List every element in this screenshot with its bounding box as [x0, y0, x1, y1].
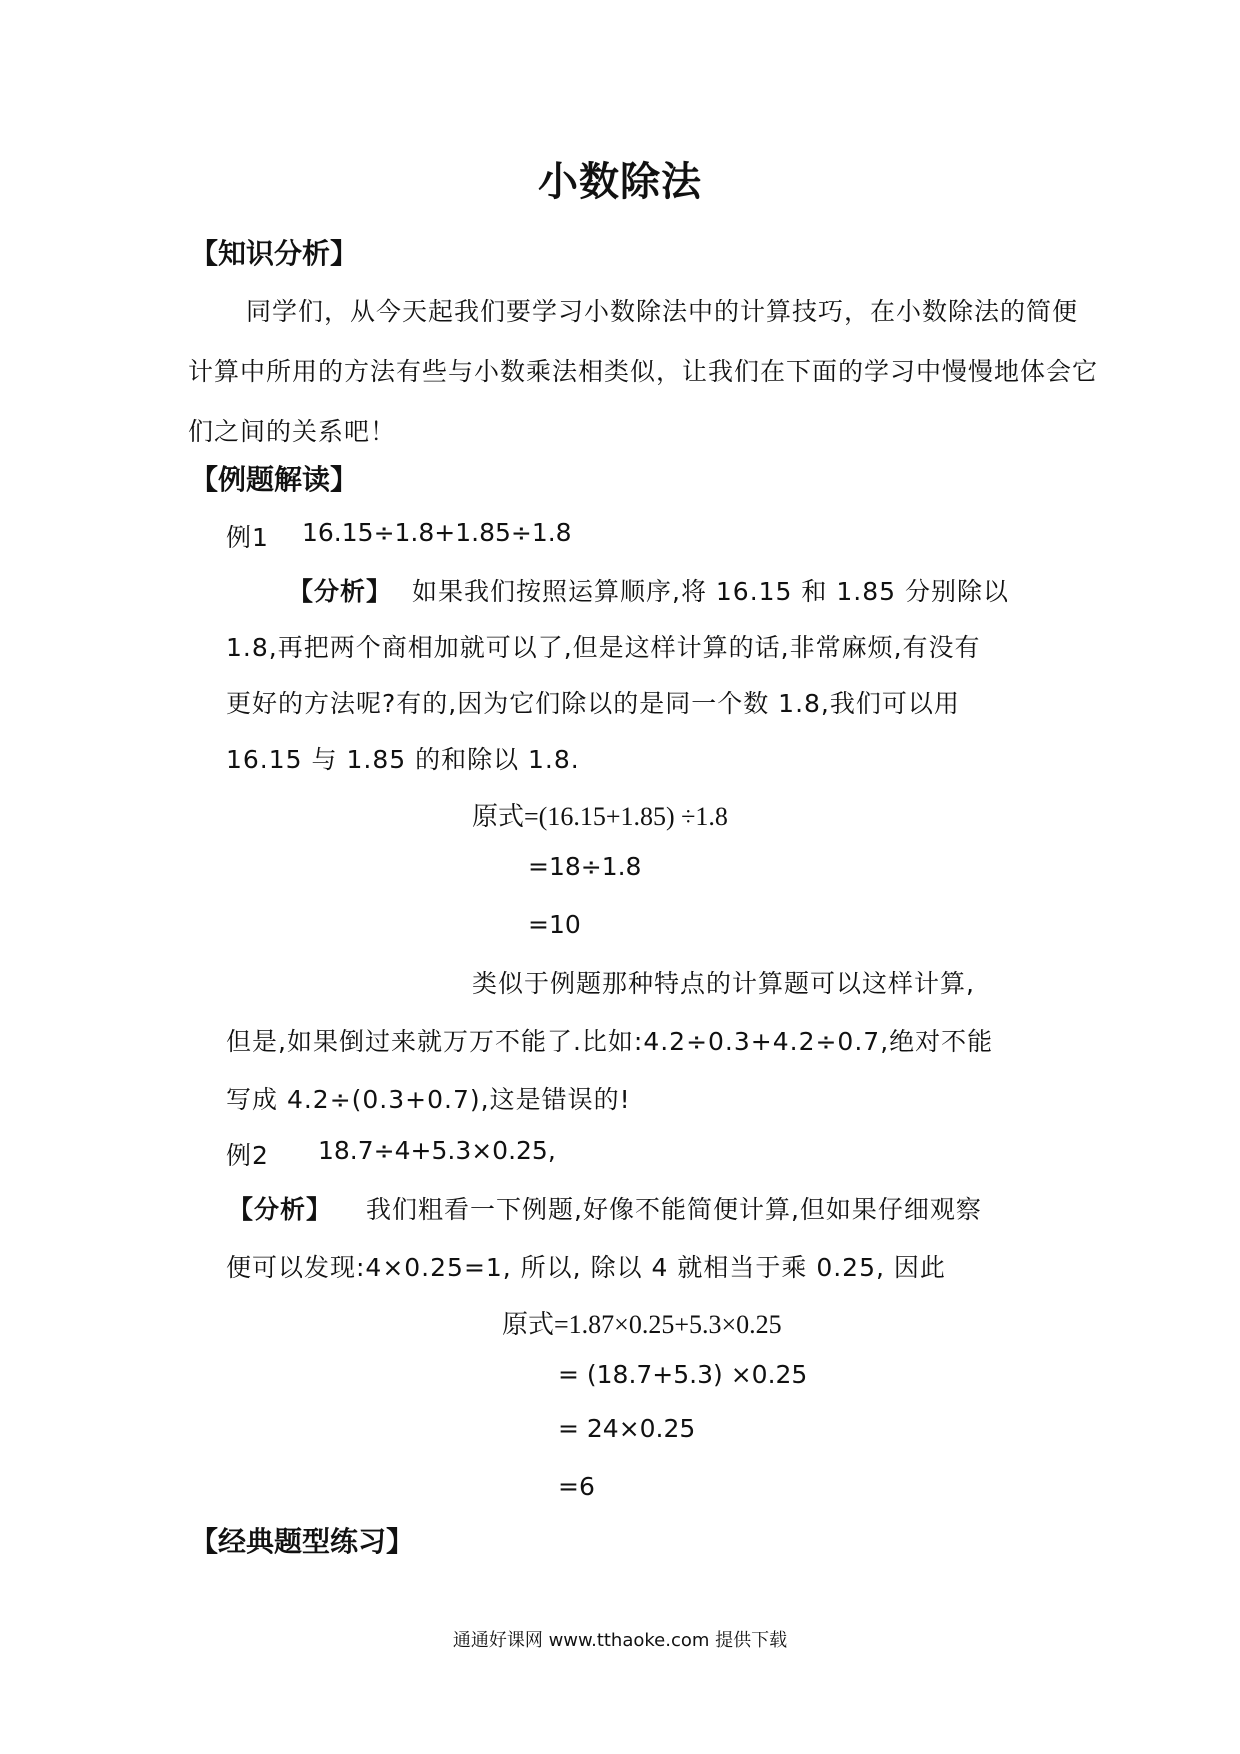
example1-step-3: =10 [528, 910, 581, 939]
example1-step-2: =18÷1.8 [528, 852, 642, 881]
section-heading-examples: 【例题解读】 [190, 463, 359, 496]
example2-expression: 18.7÷4+5.3×0.25, [318, 1136, 556, 1165]
section-heading-knowledge: 【知识分析】 [190, 237, 359, 270]
section-heading-practice: 【经典题型练习】 [190, 1525, 415, 1558]
example1-expression: 16.15÷1.8+1.85÷1.8 [302, 518, 572, 547]
example2-step-2: = (18.7+5.3) ×0.25 [558, 1360, 808, 1389]
page-title: 小数除法 [538, 158, 702, 205]
example1-analysis-line-3: 更好的方法呢?有的,因为它们除以的是同一个数 1.8,我们可以用 [226, 689, 960, 718]
example1-analysis-line-4: 16.15 与 1.85 的和除以 1.8. [226, 745, 580, 774]
example2-step-3: = 24×0.25 [558, 1414, 696, 1443]
example2-step-4: =6 [558, 1472, 595, 1501]
example2-analysis-line-1: 我们粗看一下例题,好像不能简便计算,但如果仔细观察 [366, 1195, 982, 1224]
intro-line-3: 们之间的关系吧！ [188, 417, 397, 446]
footer-credit: 通通好课网 www.tthaoke.com 提供下载 [452, 1630, 788, 1651]
example2-analysis-label: 【分析】 [228, 1195, 333, 1224]
example1-analysis-line-1: 如果我们按照运算顺序,将 16.15 和 1.85 分别除以 [412, 577, 1009, 606]
example1-analysis-label: 【分析】 [288, 577, 393, 606]
example1-step-1: 原式=(16.15+1.85) ÷1.8 [472, 802, 728, 831]
example2-step-1: 原式=1.87×0.25+5.3×0.25 [502, 1310, 782, 1339]
example1-note-line-1: 类似于例题那种特点的计算题可以这样计算, [472, 969, 975, 998]
example1-label: 例1 [226, 523, 269, 552]
example2-analysis-line-2: 便可以发现:4×0.25=1, 所以, 除以 4 就相当于乘 0.25, 因此 [226, 1253, 946, 1282]
intro-line-1: 同学们，从今天起我们要学习小数除法中的计算技巧，在小数除法的简便 [246, 297, 1079, 326]
example2-label: 例2 [226, 1141, 269, 1170]
intro-line-2: 计算中所用的方法有些与小数乘法相类似，让我们在下面的学习中慢慢地体会它 [188, 357, 1099, 386]
example1-analysis-line-2: 1.8,再把两个商相加就可以了,但是这样计算的话,非常麻烦,有没有 [226, 633, 981, 662]
example1-note-line-3: 写成 4.2÷(0.3+0.7),这是错误的! [226, 1085, 631, 1114]
example1-note-line-2: 但是,如果倒过来就万万不能了.比如:4.2÷0.3+4.2÷0.7,绝对不能 [226, 1027, 994, 1056]
